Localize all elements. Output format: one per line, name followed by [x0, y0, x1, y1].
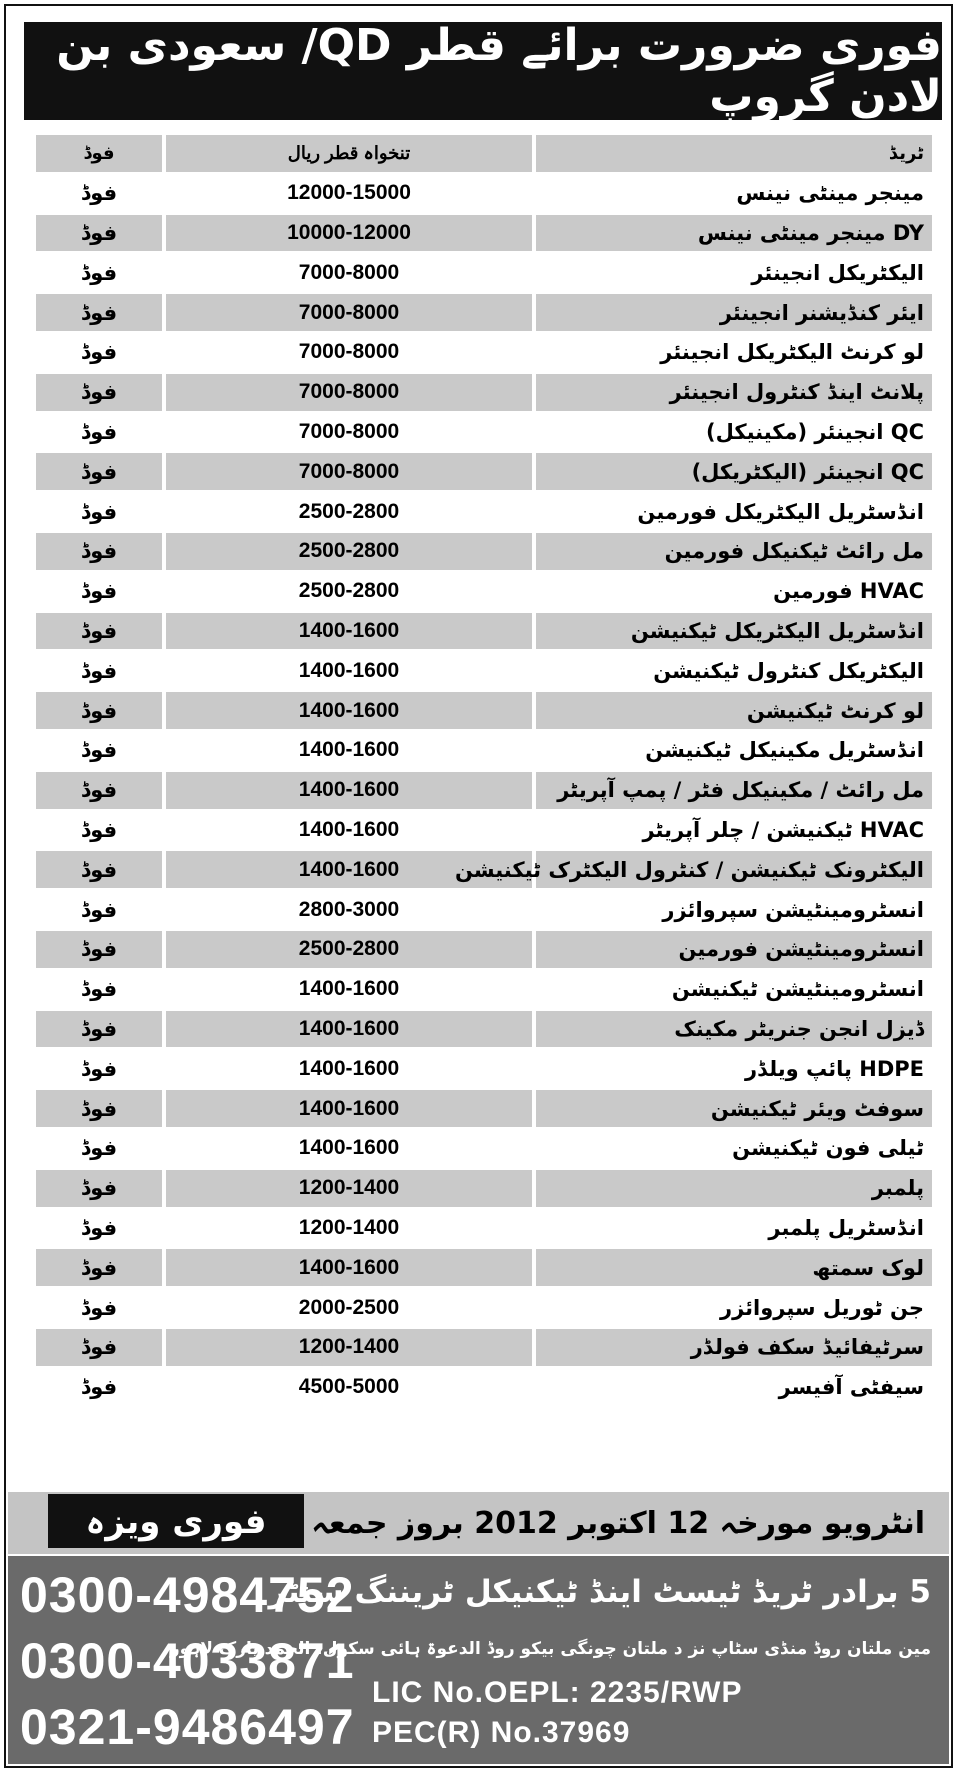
trade-cell: ایئر کنڈیشنر انجینئر — [536, 294, 932, 331]
table-row — [36, 971, 932, 1008]
salary-cell: 1400-1600 — [298, 817, 400, 841]
salary-cell: 7000-8000 — [166, 294, 532, 331]
table-row — [36, 1090, 932, 1127]
food-cell: فوڈ — [80, 181, 118, 206]
food-cell: فوڈ — [80, 1215, 118, 1240]
salary-cell: 1400-1600 — [298, 1056, 400, 1080]
table-row — [36, 533, 932, 570]
salary-cell: 1200-1400 — [298, 1215, 400, 1239]
table-row — [36, 175, 932, 212]
food-cell: فوڈ — [36, 215, 162, 252]
phone-number: 0321-9486497 — [20, 1699, 355, 1755]
salary-cell: 2500-2800 — [166, 931, 532, 968]
salary-cell: 7000-8000 — [166, 374, 532, 411]
table-row — [36, 692, 932, 729]
trade-cell: انڈسٹریل الیکٹریکل ٹیکنیشن — [536, 613, 932, 650]
trade-cell: الیکٹریکل انجینئر — [751, 260, 924, 285]
salary-cell: 1400-1600 — [166, 692, 532, 729]
trade-cell: DY مینجر مینٹی نینس — [536, 215, 932, 252]
interview-banner — [8, 1492, 949, 1554]
table-row — [36, 1170, 932, 1207]
trade-cell: HDPE پائپ ویلڈر — [745, 1056, 924, 1081]
header-trade: ٹریڈ — [536, 135, 932, 172]
table-row — [36, 1210, 932, 1247]
salary-cell: 7000-8000 — [298, 419, 400, 443]
table-row — [36, 215, 932, 252]
salary-cell: 1400-1600 — [166, 1011, 532, 1048]
salary-cell: 1400-1600 — [166, 1090, 532, 1127]
salary-cell: 1200-1400 — [166, 1170, 532, 1207]
table-row — [36, 1329, 932, 1366]
trade-cell: HVAC فورمین — [773, 579, 924, 604]
table-row — [36, 414, 932, 451]
food-cell: فوڈ — [80, 897, 118, 922]
table-row — [36, 493, 932, 530]
food-cell: فوڈ — [80, 1136, 118, 1161]
trade-cell: لو کرنٹ ٹیکنیشن — [536, 692, 932, 729]
food-cell: فوڈ — [36, 1329, 162, 1366]
trade-cell: مل رائٹ / مکینیکل فٹر / پمپ آپریٹر — [536, 772, 932, 809]
table-row — [36, 334, 932, 371]
food-cell: فوڈ — [36, 374, 162, 411]
trade-cell: مل رائٹ ٹیکنیکل فورمین — [536, 533, 932, 570]
trade-cell: QC انجینئر (الیکٹریکل) — [536, 453, 932, 490]
salary-cell: 12000-15000 — [287, 181, 411, 205]
food-cell: فوڈ — [36, 1249, 162, 1286]
salary-cell: 1400-1600 — [166, 851, 532, 888]
trade-cell: ٹیلی فون ٹیکنیشن — [732, 1136, 924, 1161]
table-row — [36, 772, 932, 809]
table-row — [36, 1249, 932, 1286]
food-cell: فوڈ — [36, 1170, 162, 1207]
trade-cell: انسٹرومینٹیشن ٹیکنیشن — [671, 977, 924, 1002]
food-cell: فوڈ — [80, 499, 118, 524]
trade-cell: پلمبر — [536, 1170, 932, 1207]
urgent-visa-badge — [48, 1494, 304, 1548]
food-cell: فوڈ — [80, 1295, 118, 1320]
trade-cell: QC انجینئر (مکینیکل) — [706, 419, 924, 444]
trade-cell: انڈسٹریل الیکٹریکل فورمین — [637, 499, 924, 524]
salary-cell: 7000-8000 — [298, 340, 400, 364]
trade-cell: سرٹیفائیڈ سکف فولڈر — [536, 1329, 932, 1366]
salary-cell: 2800-3000 — [298, 897, 400, 921]
food-cell: فوڈ — [36, 294, 162, 331]
salary-cell: 7000-8000 — [298, 260, 400, 284]
table-row — [36, 1011, 932, 1048]
trade-cell: مینجر مینٹی نینس — [736, 181, 924, 206]
table-row — [36, 374, 932, 411]
food-cell: فوڈ — [80, 738, 118, 763]
trade-cell: انڈسٹریل پلمبر — [768, 1215, 924, 1240]
trade-cell: HVAC ٹیکنیشن / چلر آپریٹر — [642, 817, 924, 842]
table-row — [36, 851, 932, 888]
header-salary: تنخواہ قطر ریال — [166, 135, 532, 172]
ad-header — [24, 22, 942, 120]
food-cell: فوڈ — [80, 817, 118, 842]
table-row — [36, 573, 932, 610]
trade-cell: انسٹرومینٹیشن سپروائزر — [662, 897, 924, 922]
food-cell: فوڈ — [80, 1375, 118, 1400]
food-cell: فوڈ — [80, 579, 118, 604]
salary-cell: 1400-1600 — [298, 738, 400, 762]
table-row — [36, 294, 932, 331]
food-cell: فوڈ — [36, 613, 162, 650]
salary-cell: 1400-1600 — [166, 1249, 532, 1286]
table-header-row — [36, 135, 932, 172]
trade-cell: پلانٹ اینڈ کنٹرول انجینئر — [536, 374, 932, 411]
trade-cell: انسٹرومینٹیشن فورمین — [536, 931, 932, 968]
ad-title: فوری ضرورت برائے قطر QD/ سعودی بن لادن گروپ — [56, 20, 942, 122]
trade-cell: لوک سمتھ — [536, 1249, 932, 1286]
salary-cell: 1400-1600 — [298, 658, 400, 682]
header-food: فوڈ — [36, 135, 162, 172]
table-row — [36, 1050, 932, 1087]
trade-cell: سوفٹ ویئر ٹیکنیشن — [536, 1090, 932, 1127]
salary-cell: 2000-2500 — [298, 1295, 400, 1319]
table-row — [36, 1289, 932, 1326]
table-row — [36, 453, 932, 490]
table-row — [36, 652, 932, 689]
food-cell: فوڈ — [36, 1011, 162, 1048]
salary-cell: 1400-1600 — [298, 977, 400, 1001]
food-cell: فوڈ — [80, 419, 118, 444]
job-advertisement — [4, 4, 953, 1768]
food-cell: فوڈ — [80, 977, 118, 1002]
food-cell: فوڈ — [80, 260, 118, 285]
salary-cell: 2500-2800 — [166, 533, 532, 570]
salary-cell: 1400-1600 — [166, 613, 532, 650]
food-cell: فوڈ — [36, 772, 162, 809]
salary-cell: 1400-1600 — [166, 772, 532, 809]
table-row — [36, 1369, 932, 1406]
salary-cell: 4500-5000 — [298, 1375, 400, 1399]
food-cell: فوڈ — [36, 851, 162, 888]
trade-cell: الیکٹریکل کنٹرول ٹیکنیشن — [653, 658, 924, 683]
urgent-visa-label: فوری ویزہ — [85, 1501, 267, 1542]
pec-number: PEC(R) No.37969 — [372, 1716, 631, 1749]
center-address: مین ملتان روڈ منڈی سٹاپ نز د ملتان چونگی بیکو روڈ الدعوۃ ہائی سکول، الحمد پارک لاہور — [169, 1639, 931, 1659]
food-cell: فوڈ — [36, 1090, 162, 1127]
table-row — [36, 1130, 932, 1167]
table-row — [36, 812, 932, 849]
food-cell: فوڈ — [80, 658, 118, 683]
license-number: LIC No.OEPL: 2235/RWP — [372, 1676, 743, 1709]
trade-cell: سیفٹی آفیسر — [778, 1375, 924, 1400]
trade-cell: لو کرنٹ الیکٹریکل انجینئر — [660, 340, 924, 365]
table-row — [36, 732, 932, 769]
jobs-table — [32, 132, 936, 1409]
salary-cell: 2500-2800 — [298, 579, 400, 603]
food-cell: فوڈ — [36, 692, 162, 729]
interview-date: انٹرویو مورخہ 12 اکتوبر 2012 بروز جمعہ — [311, 1506, 925, 1541]
contact-footer — [8, 1556, 949, 1764]
food-cell: فوڈ — [36, 453, 162, 490]
salary-cell: 1400-1600 — [298, 1136, 400, 1160]
phone-number: 0300-4984752 — [20, 1567, 355, 1623]
table-row — [36, 891, 932, 928]
trade-cell: ڈیزل انجن جنریٹر مکینک — [536, 1011, 932, 1048]
trade-cell: انڈسٹریل مکینیکل ٹیکنیشن — [645, 738, 924, 763]
table-row — [36, 254, 932, 291]
food-cell: فوڈ — [36, 533, 162, 570]
phone-number: 0300-4033871 — [20, 1633, 355, 1689]
food-cell: فوڈ — [80, 1056, 118, 1081]
table-row — [36, 931, 932, 968]
table-row — [36, 613, 932, 650]
salary-cell: 10000-12000 — [166, 215, 532, 252]
food-cell: فوڈ — [36, 931, 162, 968]
trade-cell: جن ٹوریل سپروائزر — [719, 1295, 924, 1320]
food-cell: فوڈ — [80, 340, 118, 365]
trade-cell: الیکٹرونک ٹیکنیشن / کنٹرول الیکٹرک ٹیکنیشن — [536, 851, 932, 888]
salary-cell: 1200-1400 — [166, 1329, 532, 1366]
salary-cell: 2500-2800 — [298, 499, 400, 523]
salary-cell: 7000-8000 — [166, 453, 532, 490]
training-center-name: 5 برادر ٹریڈ ٹیسٹ اینڈ ٹیکنیکل ٹریننگ سنٹر — [268, 1574, 931, 1610]
